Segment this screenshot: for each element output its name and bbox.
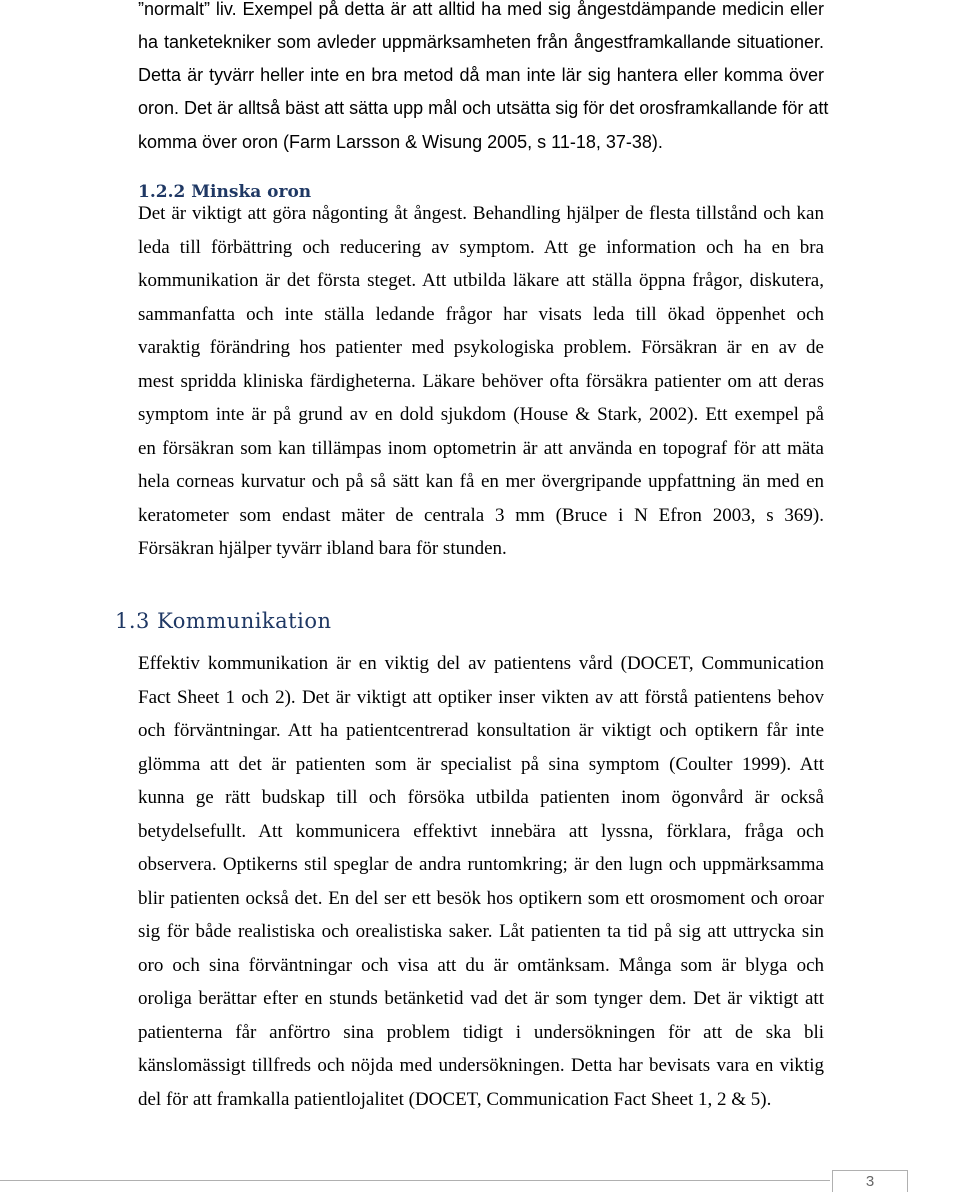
footer-divider (0, 1180, 830, 1181)
text-line: patienterna får anförtro sina problem tidigt i undersökningen för att de ska bli (138, 1022, 824, 1043)
text-line: Detta är tyvärr heller inte en bra metod då man inte lär sig hantera eller komma över (138, 65, 824, 85)
text-line: leda till förbättring och reducering av symptom. Att ge information och ha en bra (138, 237, 824, 258)
section-heading-1-2-2: 1.2.2 Minska oron (138, 182, 312, 202)
text-line: och förväntningar. Att ha patientcentrerad konsultation är viktigt och optikern får inte (138, 720, 824, 741)
text-line: oron. Det är alltså bäst att sätta upp mål och utsätta sig för det orosframkallande för att (138, 98, 829, 118)
text-line: oroliga berättar efter en stunds betänketid vad det är som tynger dem. Det är viktigt att (138, 988, 824, 1009)
text-line: symptom inte är på grund av en dold sjukdom (House & Stark, 2002). Ett exempel på (138, 404, 824, 425)
text-line: kommunikation är det första steget. Att utbilda läkare att ställa öppna frågor, diskutera, (138, 270, 824, 291)
page-number: 3 (832, 1170, 908, 1192)
text-line: sig för både realistiska och orealistiska saker. Låt patienten ta tid på sig att uttrycka sin (138, 921, 824, 942)
text-line: hela corneas kurvatur och på så sätt kan få en mer övergripande uppfattning än med en (138, 471, 824, 492)
text-line: Försäkran hjälper tyvärr ibland bara för stunden. (138, 538, 507, 559)
text-line: ”normalt” liv. Exempel på detta är att alltid ha med sig ångestdämpande medicin eller (138, 0, 824, 19)
text-line: mest spridda kliniska färdigheterna. Läkare behöver ofta försäkra patienter om att deras (138, 371, 824, 392)
section-heading-1-3: 1.3 Kommunikation (115, 609, 332, 633)
text-line: känslomässigt tillfreds och nöjda med undersökningen. Detta har bevisats vara en viktig (138, 1055, 824, 1076)
text-line: betydelsefullt. Att kommunicera effektivt innebära att lyssna, förklara, fråga och (138, 821, 824, 842)
text-line: observera. Optikerns stil speglar de andra runtomkring; är den lugn och uppmärksamma (138, 854, 824, 875)
text-line: Det är viktigt att göra någonting åt ångest. Behandling hjälper de flesta tillstånd och kan (138, 203, 824, 224)
text-line: en försäkran som kan tillämpas inom optometrin är att använda en topograf för att mäta (138, 438, 824, 459)
text-line: blir patienten också det. En del ser ett besök hos optikern som ett orosmoment och oroar (138, 888, 824, 909)
text-line: Effektiv kommunikation är en viktig del av patientens vård (DOCET, Communication (138, 653, 824, 674)
text-line: keratometer som endast mäter de centrala 3 mm (Bruce i N Efron 2003, s 369). (138, 505, 824, 526)
text-line: glömma att det är patienten som är specialist på sina symptom (Coulter 1999). Att (138, 754, 824, 775)
text-line: sammanfatta och inte ställa ledande frågor har visats leda till ökad öppenhet och (138, 304, 824, 325)
text-line: oro och sina förväntningar och visa att du är omtänksam. Många som är blyga och (138, 955, 824, 976)
text-line: Fact Sheet 1 och 2). Det är viktigt att optiker inser vikten av att förstå patientens behov (138, 687, 824, 708)
text-line: komma över oron (Farm Larsson & Wisung 2005, s 11-18, 37-38). (138, 132, 663, 152)
text-line: del för att framkalla patientlojalitet (DOCET, Communication Fact Sheet 1, 2 & 5). (138, 1089, 772, 1110)
text-line: kunna ge rätt budskap till och försöka utbilda patienten inom ögonvård är också (138, 787, 824, 808)
text-line: ha tanketekniker som avleder uppmärksamheten från ångestframkallande situationer. (138, 32, 824, 52)
text-line: varaktig förändring hos patienter med psykologiska problem. Försäkran är en av de (138, 337, 824, 358)
